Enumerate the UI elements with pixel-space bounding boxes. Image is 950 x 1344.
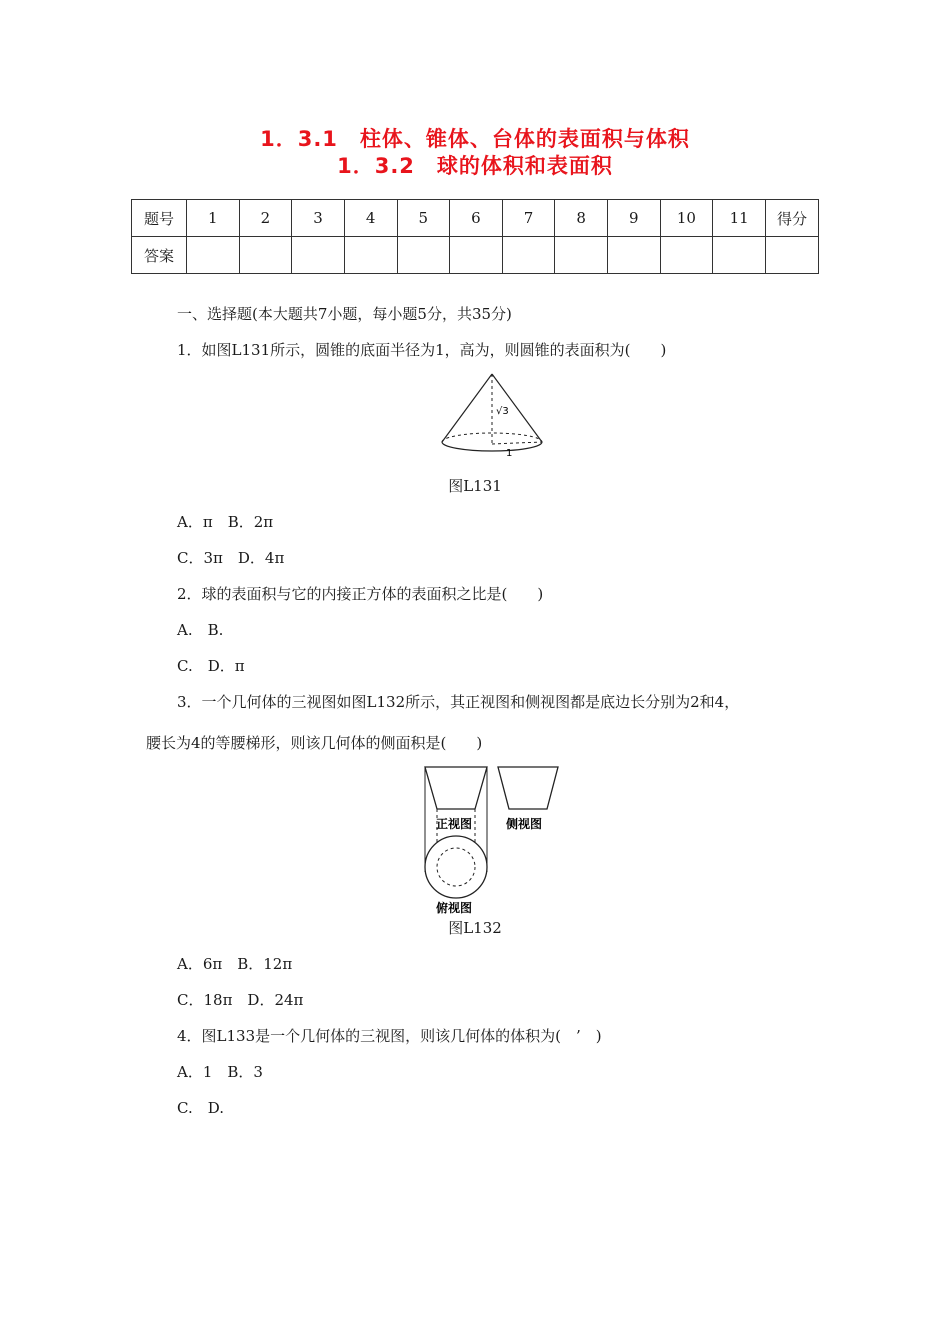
top-view-label: 俯视图 — [436, 901, 473, 915]
table-row — [132, 237, 819, 274]
table-cell-number: 8 — [555, 200, 608, 237]
answer-cell[interactable] — [450, 237, 503, 274]
question-1-options-cd: C．3π D．4π — [177, 549, 285, 567]
score-cell[interactable] — [766, 237, 819, 274]
three-view-figure — [416, 762, 566, 917]
answer-cell[interactable] — [397, 237, 450, 274]
answer-cell[interactable] — [187, 237, 240, 274]
table-cell-number: 4 — [344, 200, 397, 237]
table-header-score: 得分 — [766, 200, 819, 237]
table-cell-number: 3 — [292, 200, 345, 237]
table-cell-number: 2 — [239, 200, 292, 237]
radius-label: 1 — [506, 448, 513, 459]
table-header-answer: 答案 — [132, 237, 187, 274]
page-title: 1．3.1 柱体、锥体、台体的表面积与体积 — [260, 127, 690, 151]
question-2-options-ab: A. B. — [177, 621, 224, 639]
answer-cell[interactable] — [555, 237, 608, 274]
question-3-options-cd: C．18π D．24π — [177, 991, 304, 1009]
table-row — [132, 200, 819, 237]
figure-caption-l132: 图L132 — [448, 919, 502, 937]
answer-cell[interactable] — [608, 237, 661, 274]
question-3-stem-line2: 腰长为4的等腰梯形，则该几何体的侧面积是( ) — [146, 734, 483, 752]
question-2-stem: 2．球的表面积与它的内接正方体的表面积之比是( ) — [177, 585, 544, 603]
answer-cell[interactable] — [292, 237, 345, 274]
answer-cell[interactable] — [713, 237, 766, 274]
table-cell-number: 11 — [713, 200, 766, 237]
answer-cell[interactable] — [502, 237, 555, 274]
page-subtitle: 1．3.2 球的体积和表面积 — [337, 154, 613, 178]
table-cell-number: 5 — [397, 200, 450, 237]
table-header-question-number: 题号 — [132, 200, 187, 237]
question-2-options-cd: C. D．π — [177, 657, 245, 675]
question-3-options-ab: A．6π B．12π — [177, 955, 293, 973]
question-4-options-cd: C. D. — [177, 1099, 224, 1117]
cone-figure — [436, 368, 548, 464]
table-cell-number: 9 — [608, 200, 661, 237]
question-4-stem: 4．图L133是一个几何体的三视图，则该几何体的体积为( ’ ) — [177, 1027, 602, 1045]
answer-cell[interactable] — [660, 237, 713, 274]
height-label: √3 — [496, 406, 509, 417]
table-cell-number: 7 — [502, 200, 555, 237]
answer-cell[interactable] — [344, 237, 397, 274]
table-cell-number: 1 — [187, 200, 240, 237]
question-3-stem-line1: 3．一个几何体的三视图如图L132所示，其正视图和侧视图都是底边长分别为2和4， — [177, 693, 740, 711]
side-view-label: 侧视图 — [506, 817, 543, 831]
table-cell-number: 10 — [660, 200, 713, 237]
question-4-options-ab: A．1 B．3 — [177, 1063, 263, 1081]
answer-table — [131, 199, 819, 274]
figure-caption-l131: 图L131 — [448, 477, 502, 495]
answer-cell[interactable] — [239, 237, 292, 274]
question-1-stem: 1．如图L131所示，圆锥的底面半径为1，高为，则圆锥的表面积为( ) — [177, 341, 667, 359]
question-1-options-ab: A．π B．2π — [177, 513, 274, 531]
front-view-label: 正视图 — [436, 817, 473, 831]
table-cell-number: 6 — [450, 200, 503, 237]
section-heading: 一、选择题(本大题共7小题，每小题5分，共35分) — [177, 305, 512, 323]
